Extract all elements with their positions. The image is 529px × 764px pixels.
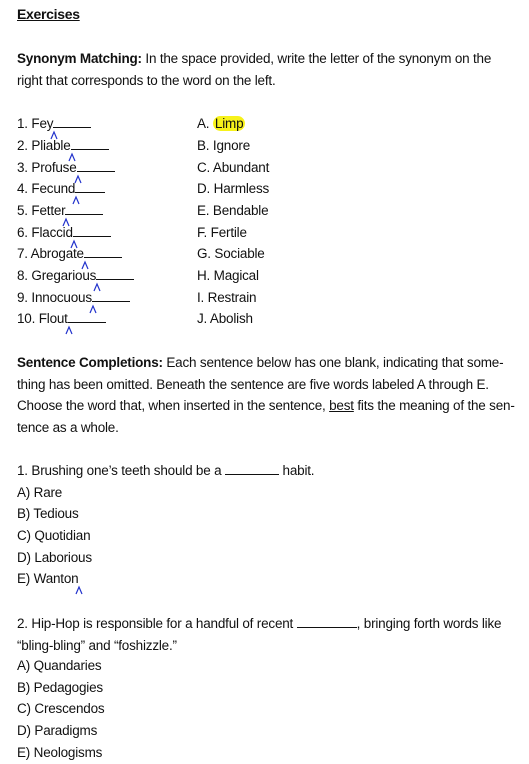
option-item: C. Abundant: [197, 160, 270, 175]
option-item: E. Bendable: [197, 203, 269, 218]
choice-item[interactable]: D) Laborious: [17, 550, 92, 565]
word-item: 4. Fecund: [17, 179, 105, 199]
option-item: I. Restrain: [197, 290, 257, 305]
answer-blank[interactable]: [75, 180, 105, 193]
answer-blank[interactable]: [84, 245, 122, 258]
word-item: 9. Innocuous: [17, 288, 130, 308]
choice-item[interactable]: A) Quandaries: [17, 658, 102, 673]
word-item: 7. Abrogate: [17, 244, 122, 264]
option-item: G. Sociable: [197, 246, 265, 261]
answer-blank[interactable]: [96, 267, 134, 280]
answer-blank[interactable]: [71, 137, 109, 150]
option-item: B. Ignore: [197, 138, 251, 153]
question-blank[interactable]: [225, 462, 279, 475]
word-item: 10. Flout: [17, 309, 106, 329]
answer-blank[interactable]: [92, 289, 130, 302]
synonym-instructions: [17, 48, 515, 91]
option-item: J. Abolish: [197, 311, 253, 326]
completion-heading: Sentence Completions:: [17, 355, 163, 370]
choice-item[interactable]: A) Rare: [17, 485, 63, 500]
choice-item[interactable]: B) Tedious: [17, 506, 79, 521]
synonym-heading: Synonym Matching:: [17, 51, 142, 66]
word-item: 6. Flaccid: [17, 223, 111, 243]
word-item: 1. Fey: [17, 114, 91, 134]
underlined-word: best: [329, 398, 354, 414]
choice-item[interactable]: B) Pedagogies: [17, 680, 103, 695]
word-item: 3. Profuse: [17, 158, 115, 178]
word-item: 5. Fetter: [17, 201, 103, 221]
word-item: 2. Pliable: [17, 136, 109, 156]
highlighted-option-word: Limp: [214, 116, 244, 131]
choice-item[interactable]: C) Crescendos: [17, 701, 105, 716]
option-item: H. Magical: [197, 268, 259, 283]
option-item: A. Limp: [197, 116, 244, 131]
answer-blank[interactable]: [73, 224, 111, 237]
choice-item[interactable]: C) Quotidian: [17, 528, 91, 543]
synonym-instructions-text: In the space provided, write the letter of the synonym on the right that corresponds to the word on the left.: [17, 51, 492, 88]
answer-blank[interactable]: [65, 202, 103, 215]
choice-item[interactable]: E) Wanton: [17, 569, 78, 589]
question-2: 2. Hip-Hop is responsible for a handful of recent , bringing forth words like “bling-bling” and “foshizzle.”: [17, 616, 502, 653]
page-title: Exercises: [17, 6, 80, 22]
question-blank[interactable]: [297, 615, 357, 628]
choice-item[interactable]: D) Paradigms: [17, 723, 98, 738]
answer-blank[interactable]: [53, 115, 91, 128]
question-1: 1. Brushing one’s teeth should be a habit.: [17, 463, 315, 478]
option-item: D. Harmless: [197, 181, 270, 196]
answer-blank[interactable]: [77, 159, 115, 172]
answer-blank[interactable]: [68, 310, 106, 323]
choice-item[interactable]: E) Neologisms: [17, 745, 103, 760]
word-item: 8. Gregarious: [17, 266, 134, 286]
completion-instructions: Sentence Completions: Each sentence below has one blank, indicating that some-thing has been omitted. Beneath the sentence are five words labeled A through E. Choose the word that, when inserted in the sentence, best fits the meaning of the sen-tence as a whole.: [17, 355, 515, 436]
option-item: F. Fertile: [197, 225, 247, 240]
